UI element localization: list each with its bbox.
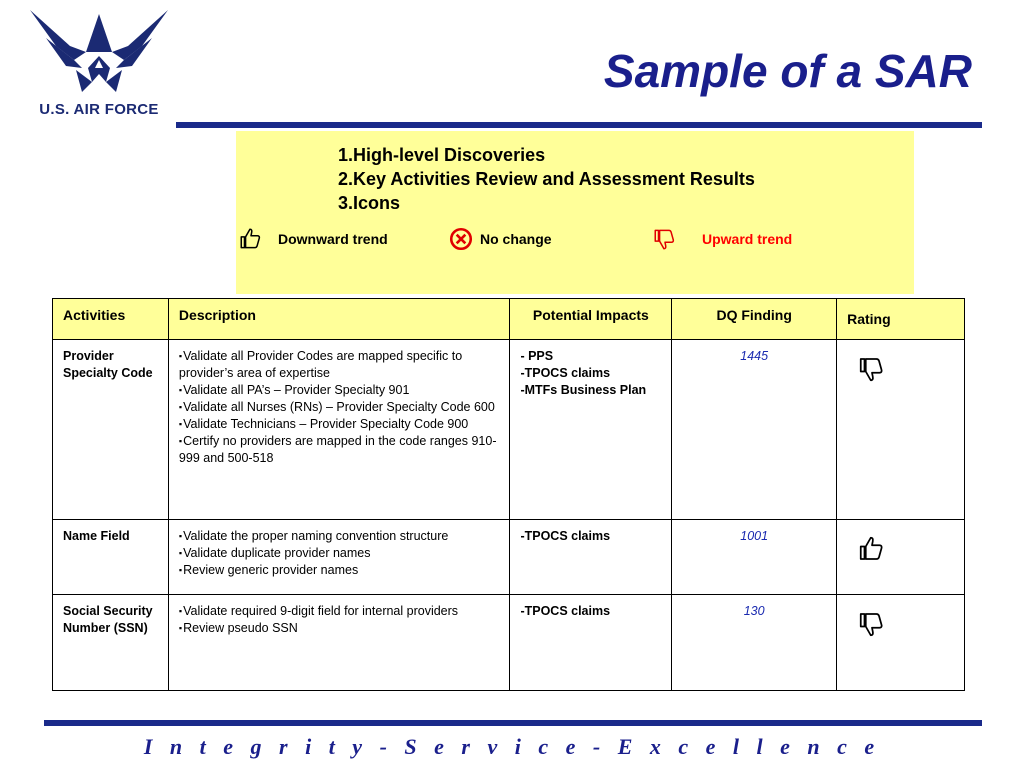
rating-cell (837, 340, 965, 520)
description-item: ▪ Validate all Nurses (RNs) – Provider Specialty Code 600 (179, 399, 500, 416)
thumbs-up-icon (238, 226, 264, 252)
legend-item: 2.Key Activities Review and Assessment Results (338, 169, 755, 189)
description-cell (168, 595, 510, 691)
impacts-cell (510, 340, 672, 520)
motto: I n t e g r i t y - S e r v i c e - E x c e l l e n c e (143, 734, 881, 759)
dq-finding-cell: 1001 (672, 520, 837, 595)
description-item: ▪ Validate Technicians – Provider Specialty Code 900 (179, 416, 500, 433)
sar-table (52, 298, 965, 691)
header-activities: Activities (53, 299, 169, 340)
header-description: Description (168, 299, 510, 340)
table-row (53, 595, 965, 691)
description-item: ▪ Validate duplicate provider names (179, 545, 500, 562)
legend-label: No change (480, 231, 552, 247)
table-row (53, 340, 965, 520)
air-force-logo (26, 6, 172, 122)
impact-item: -MTFs Business Plan (520, 383, 647, 397)
icon-legend (236, 226, 914, 256)
thumbs-down-icon (857, 354, 887, 384)
top-divider (176, 122, 982, 128)
description-item: ▪ Certify no providers are mapped in the code ranges 910-999 and 500-518 (179, 433, 500, 467)
description-item: ▪ Review pseudo SSN (179, 620, 500, 637)
logo-text: U.S. AIR FORCE (39, 101, 159, 118)
description-item: ▪ Validate all PA’s – Provider Specialty 901 (179, 382, 500, 399)
description-item: ▪ Validate all Provider Codes are mapped specific to provider’s area of expertise (179, 348, 500, 382)
table-header-row (53, 299, 965, 340)
legend-downward (238, 226, 388, 252)
legend-label: Downward trend (278, 231, 388, 247)
thumbs-up-icon (857, 534, 887, 564)
header-impacts: Potential Impacts (510, 299, 672, 340)
dq-finding-cell: 1445 (672, 340, 837, 520)
description-cell (168, 520, 510, 595)
air-force-wings-icon (26, 6, 172, 102)
legend-upward (652, 226, 792, 252)
impacts-cell (510, 595, 672, 691)
description-cell (168, 340, 510, 520)
dq-finding-cell: 130 (672, 595, 837, 691)
legend-no-change (448, 226, 552, 252)
activity-cell: Name Field (53, 520, 169, 595)
activity-cell: Provider Specialty Code (53, 340, 169, 520)
activity-cell: Social Security Number (SSN) (53, 595, 169, 691)
circled-x-icon (448, 226, 474, 252)
bottom-divider (44, 720, 982, 726)
table-row (53, 520, 965, 595)
header-dq: DQ Finding (672, 299, 837, 340)
legend-item: 3.Icons (338, 193, 401, 213)
description-item: ▪ Validate required 9-digit field for internal providers (179, 603, 500, 620)
thumbs-down-icon (857, 609, 887, 639)
legend-label: Upward trend (702, 231, 793, 247)
thumbs-down-icon (652, 226, 678, 252)
description-item: ▪ Validate the proper naming convention structure (179, 528, 500, 545)
impact-item: -TPOCS claims (520, 529, 611, 543)
description-item: ▪ Review generic provider names (179, 562, 500, 579)
slide-title: Sample of a SAR (603, 45, 972, 97)
impact-item: -TPOCS claims (520, 604, 611, 618)
legend-item: 1.High-level Discoveries (338, 145, 546, 165)
header-rating: Rating (837, 299, 965, 340)
legend-box (236, 131, 914, 294)
impact-item: - PPS (520, 349, 554, 363)
rating-cell (837, 520, 965, 595)
rating-cell (837, 595, 965, 691)
impacts-cell (510, 520, 672, 595)
legend-list (338, 143, 755, 215)
impact-item: -TPOCS claims (520, 366, 611, 380)
